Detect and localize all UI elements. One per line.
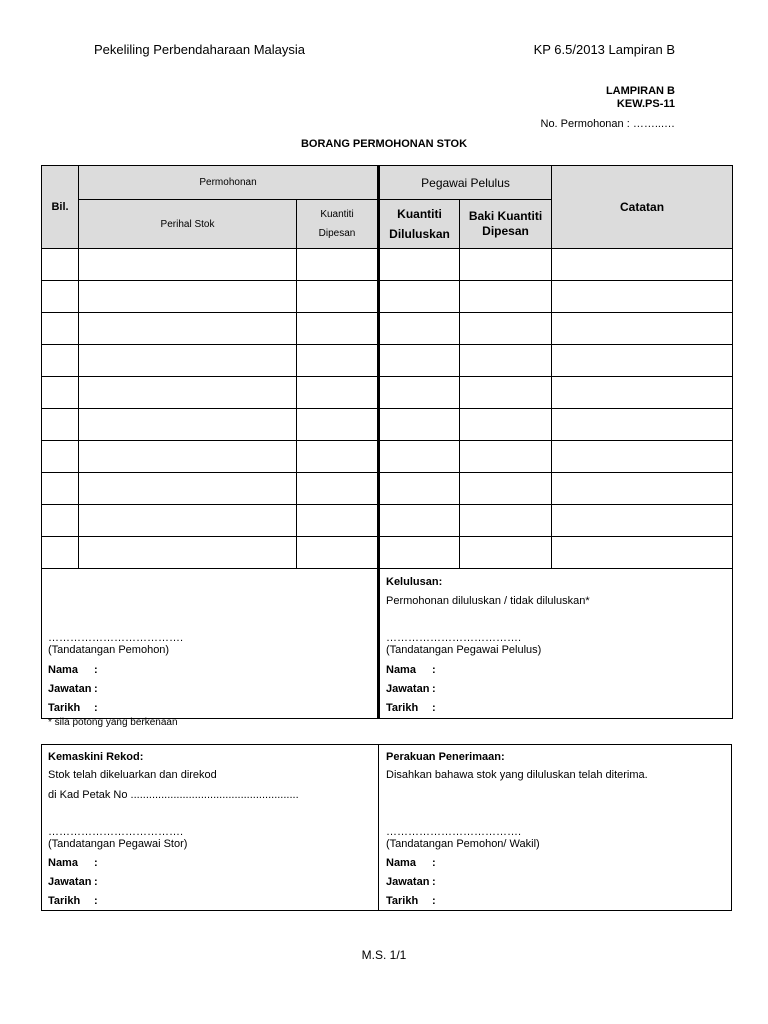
kuantiti-diluluskan-cell[interactable] xyxy=(379,505,460,537)
header-bil: Bil. xyxy=(42,166,79,249)
bil-cell[interactable] xyxy=(42,281,79,313)
kemaskini-line2: di Kad Petak No ....................................................... xyxy=(48,789,299,801)
header-left: Pekeliling Perbendaharaan Malaysia xyxy=(94,42,306,57)
perakuan-line1: Disahkan bahawa stok yang diluluskan telah diterima. xyxy=(386,769,648,781)
catatan-cell[interactable] xyxy=(552,537,733,569)
perakuan-tarikh-label: Tarikh xyxy=(386,895,419,907)
catatan-cell[interactable] xyxy=(552,441,733,473)
page-number: M.S. 1/1 xyxy=(361,948,407,962)
perihal-cell[interactable] xyxy=(79,473,297,505)
kelulusan-signature-label: (Tandatangan Pegawai Pelulus) xyxy=(386,644,542,656)
header-permohonan: Permohonan xyxy=(79,166,379,200)
bil-cell[interactable] xyxy=(42,441,79,473)
kemaskini-dots: ………………………………. xyxy=(48,826,184,838)
baki-cell[interactable] xyxy=(460,537,552,569)
kelulusan-text: Permohonan diluluskan / tidak diluluskan* xyxy=(386,595,590,607)
header-pegawai-pelulus: Pegawai Pelulus xyxy=(379,166,552,200)
kemaskini-tarikh-label: Tarikh xyxy=(48,895,81,907)
table-row xyxy=(42,505,733,537)
kuantiti-diluluskan-cell[interactable] xyxy=(379,473,460,505)
kuantiti-dipesan-cell[interactable] xyxy=(297,345,379,377)
perakuan-signature-label: (Tandatangan Pemohon/ Wakil) xyxy=(386,838,540,850)
header-baki-kuantiti: Baki Kuantiti Dipesan xyxy=(460,200,552,249)
baki-cell[interactable] xyxy=(460,313,552,345)
perihal-cell[interactable] xyxy=(79,249,297,281)
table-row xyxy=(42,409,733,441)
kuantiti-dipesan-cell[interactable] xyxy=(297,281,379,313)
pemohon-signature-block xyxy=(48,632,183,656)
kuantiti-dipesan-cell[interactable] xyxy=(297,249,379,281)
kemaskini-line1: Stok telah dikeluarkan dan direkod xyxy=(48,769,217,781)
pemohon-dots: ………………………………. xyxy=(48,632,184,644)
baki-cell[interactable] xyxy=(460,249,552,281)
catatan-cell[interactable] xyxy=(552,473,733,505)
form-title: BORANG PERMOHONAN STOK xyxy=(300,138,468,150)
kemaskini-fields: Nama : Jawatan : Tarikh : xyxy=(48,854,98,911)
bil-cell[interactable] xyxy=(42,537,79,569)
catatan-cell[interactable] xyxy=(552,505,733,537)
bil-cell[interactable] xyxy=(42,505,79,537)
table-row xyxy=(42,249,733,281)
catatan-cell[interactable] xyxy=(552,249,733,281)
perihal-cell[interactable] xyxy=(79,505,297,537)
table-row xyxy=(42,537,733,569)
bil-cell[interactable] xyxy=(42,473,79,505)
kuantiti-diluluskan-cell[interactable] xyxy=(379,409,460,441)
pemohon-jawatan-label: Jawatan xyxy=(48,683,92,695)
kelulusan-tarikh-label: Tarikh xyxy=(386,702,419,714)
baki-cell[interactable] xyxy=(460,345,552,377)
baki-cell[interactable] xyxy=(460,409,552,441)
catatan-cell[interactable] xyxy=(552,377,733,409)
kuantiti-dipesan-cell[interactable] xyxy=(297,377,379,409)
kuantiti-dipesan-cell[interactable] xyxy=(297,313,379,345)
catatan-cell[interactable] xyxy=(552,409,733,441)
catatan-cell[interactable] xyxy=(552,313,733,345)
header-kuantiti-diluluskan: Kuantiti Diluluskan xyxy=(379,200,460,249)
header-catatan: Catatan xyxy=(552,166,733,249)
kelulusan-signature-block xyxy=(386,632,541,656)
pemohon-signature-label: (Tandatangan Pemohon) xyxy=(48,644,170,656)
baki-cell[interactable] xyxy=(460,441,552,473)
bil-cell[interactable] xyxy=(42,313,79,345)
kuantiti-diluluskan-cell[interactable] xyxy=(379,345,460,377)
bil-cell[interactable] xyxy=(42,345,79,377)
table-row xyxy=(42,377,733,409)
pemohon-fields: Nama : Jawatan : Tarikh : xyxy=(48,661,98,718)
header-right: KP 6.5/2013 Lampiran B xyxy=(533,42,675,57)
perihal-cell[interactable] xyxy=(79,345,297,377)
pemohon-tarikh-label: Tarikh xyxy=(48,702,81,714)
baki-cell[interactable] xyxy=(460,505,552,537)
kuantiti-dipesan-cell[interactable] xyxy=(297,505,379,537)
perakuan-nama-label: Nama xyxy=(386,857,416,869)
kuantiti-diluluskan-cell[interactable] xyxy=(379,281,460,313)
baki-cell[interactable] xyxy=(460,473,552,505)
perihal-cell[interactable] xyxy=(79,441,297,473)
header-kuantiti-dipesan: Kuantiti Dipesan xyxy=(297,200,379,249)
kuantiti-diluluskan-cell[interactable] xyxy=(379,441,460,473)
kuantiti-dipesan-cell[interactable] xyxy=(297,441,379,473)
kuantiti-dipesan-cell[interactable] xyxy=(297,473,379,505)
kemaskini-jawatan-label: Jawatan xyxy=(48,876,92,888)
kelulusan-jawatan-label: Jawatan xyxy=(386,683,430,695)
table-row xyxy=(42,345,733,377)
kelulusan-dots: ………………………………. xyxy=(386,632,522,644)
bil-cell[interactable] xyxy=(42,377,79,409)
kemaskini-signature-label: (Tandatangan Pegawai Stor) xyxy=(48,838,188,850)
kemaskini-nama-label: Nama xyxy=(48,857,78,869)
table-row xyxy=(42,473,733,505)
perihal-cell[interactable] xyxy=(79,537,297,569)
catatan-cell[interactable] xyxy=(552,281,733,313)
header-perihal-stok: Perihal Stok xyxy=(79,200,297,249)
perakuan-signature-block xyxy=(386,826,540,850)
kuantiti-dipesan-cell[interactable] xyxy=(297,409,379,441)
perihal-cell[interactable] xyxy=(79,313,297,345)
kemaskini-heading: Kemaskini Rekod: xyxy=(48,751,144,763)
perakuan-dots: ………………………………. xyxy=(386,826,522,838)
kuantiti-diluluskan-cell[interactable] xyxy=(379,377,460,409)
pemohon-nama-label: Nama xyxy=(48,664,78,676)
perihal-cell[interactable] xyxy=(79,377,297,409)
kuantiti-diluluskan-cell[interactable] xyxy=(379,537,460,569)
catatan-cell[interactable] xyxy=(552,345,733,377)
baki-cell[interactable] xyxy=(460,281,552,313)
table-row xyxy=(42,441,733,473)
kelulusan-nama-label: Nama xyxy=(386,664,416,676)
kemaskini-signature-block xyxy=(48,826,187,850)
record-receipt-divider xyxy=(378,744,379,911)
no-permohonan: No. Permohonan : ……...… xyxy=(540,118,675,130)
kelulusan-heading: Kelulusan: xyxy=(386,576,443,588)
perakuan-fields: Nama : Jawatan : Tarikh : xyxy=(386,854,436,911)
footnote: * sila potong yang berkenaan xyxy=(48,717,178,728)
perakuan-heading: Perakuan Penerimaan: xyxy=(386,751,505,763)
bil-cell[interactable] xyxy=(42,249,79,281)
bil-cell[interactable] xyxy=(42,409,79,441)
kuantiti-dipesan-cell[interactable] xyxy=(297,537,379,569)
lampiran-label: LAMPIRAN B xyxy=(605,85,675,97)
kuantiti-diluluskan-cell[interactable] xyxy=(379,249,460,281)
kelulusan-fields: Nama : Jawatan : Tarikh : xyxy=(386,661,436,718)
kuantiti-diluluskan-cell[interactable] xyxy=(379,313,460,345)
perihal-cell[interactable] xyxy=(79,409,297,441)
perihal-cell[interactable] xyxy=(79,281,297,313)
table-row xyxy=(42,313,733,345)
perakuan-jawatan-label: Jawatan xyxy=(386,876,430,888)
table-row xyxy=(42,281,733,313)
baki-cell[interactable] xyxy=(460,377,552,409)
kew-label: KEW.PS-11 xyxy=(616,98,675,110)
